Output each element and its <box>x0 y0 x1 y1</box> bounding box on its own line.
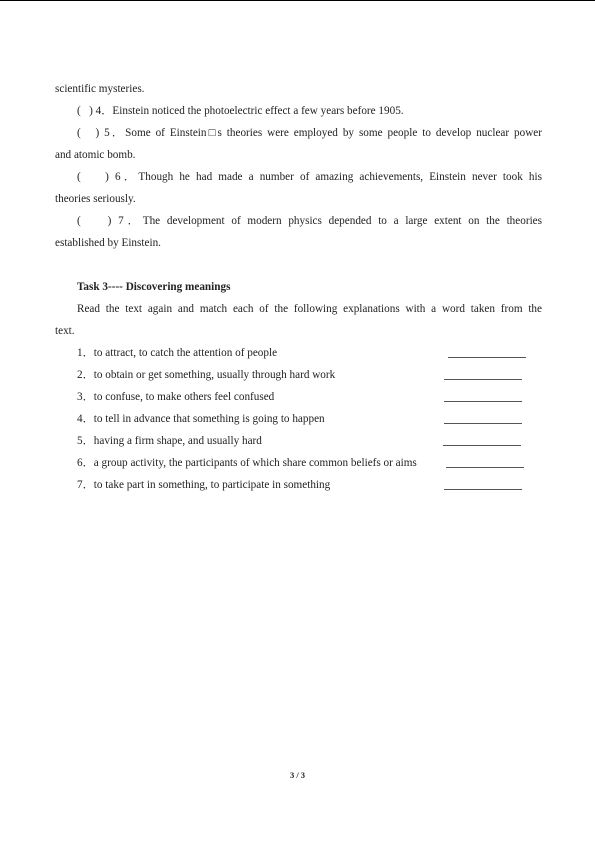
task3-instruction-cont: text. <box>55 325 75 337</box>
match-item-text: 4．to tell in advance that something is going to happen <box>77 413 325 425</box>
answer-blank[interactable] <box>444 379 522 380</box>
answer-blank[interactable] <box>444 401 522 402</box>
match-item-5 <box>55 430 542 452</box>
task3-heading: Task 3---- Discovering meanings <box>77 281 231 293</box>
match-item-text: 3．to confuse, to make others feel confused <box>77 391 275 403</box>
tf-item-7: ( ) 7．The development of modern physics depended to a large extent on the theories <box>77 215 542 227</box>
match-item-text: 6．a group activity, the participants of which share common beliefs or aims <box>77 457 417 469</box>
page-content <box>55 78 542 496</box>
match-item-4 <box>55 408 542 430</box>
match-item-2 <box>55 364 542 386</box>
answer-blank[interactable] <box>444 423 522 424</box>
match-item-text: 7．to take part in something, to participate in something <box>77 479 331 491</box>
match-item-3 <box>55 386 542 408</box>
match-item-1 <box>55 342 542 364</box>
tf-item-6-cont: theories seriously. <box>55 193 136 205</box>
continuation-text: scientific mysteries. <box>55 83 145 95</box>
tf-item-6: ( ) 6．Though he had made a number of amazing achievements, Einstein never took his <box>77 171 542 183</box>
match-item-6 <box>55 452 542 474</box>
match-item-text: 1．to attract, to catch the attention of people <box>77 347 278 359</box>
answer-blank[interactable] <box>444 489 522 490</box>
task3-instruction: Read the text again and match each of the following explanations with a word taken from the <box>77 303 542 315</box>
page-number: 3 / 3 <box>289 770 306 780</box>
match-item-text: 2．to obtain or get something, usually through hard work <box>77 369 336 381</box>
tf-item-4: ( ) 4．Einstein noticed the photoelectric effect a few years before 1905. <box>77 105 404 117</box>
match-item-text: 5．having a firm shape, and usually hard <box>77 435 262 447</box>
match-item-7 <box>55 474 542 496</box>
tf-item-5-cont: and atomic bomb. <box>55 149 136 161</box>
answer-blank[interactable] <box>446 467 524 468</box>
spacer <box>55 254 542 276</box>
tf-item-5: ( ) 5．Some of Einstein□s theories were employed by some people to develop nuclear power <box>77 127 542 139</box>
answer-blank[interactable] <box>448 357 526 358</box>
answer-blank[interactable] <box>443 445 521 446</box>
top-border-line <box>0 0 595 1</box>
tf-item-7-cont: established by Einstein. <box>55 237 161 249</box>
